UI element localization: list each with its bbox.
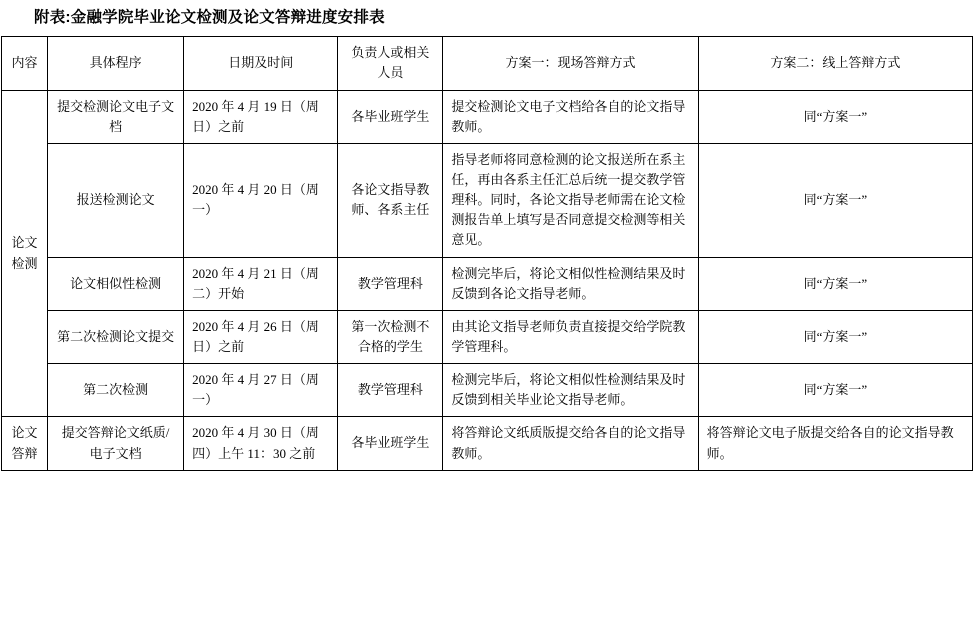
- table-row: [2, 143, 973, 257]
- column-header-plan-two: 方案二：线上答辩方式: [698, 36, 972, 90]
- plan-two-cell: 同“方案一”: [698, 90, 972, 143]
- plan-two-cell: 将答辩论文电子版提交给各自的论文指导教师。: [698, 417, 972, 470]
- table-row: [2, 417, 973, 470]
- table-row: [2, 310, 973, 363]
- column-header-plan-one: 方案一：现场答辩方式: [443, 36, 698, 90]
- table-header: [2, 36, 973, 90]
- column-header-content: 内容: [2, 36, 48, 90]
- plan-two-cell: 同“方案一”: [698, 143, 972, 257]
- schedule-table: [1, 36, 973, 471]
- plan-one-cell: 检测完毕后，将论文相似性检测结果及时反馈到相关毕业论文指导老师。: [443, 364, 698, 417]
- column-header-people: 负责人或相关人员: [338, 36, 443, 90]
- plan-one-cell: 指导老师将同意检测的论文报送所在系主任，再由各系主任汇总后统一提交教学管理科。同时，各论文指导老师需在论文检测报告单上填写是否同意提交检测等相关意见。: [443, 143, 698, 257]
- datetime-cell: 2020 年 4 月 30 日（周四）上午 11：30 之前: [184, 417, 338, 470]
- column-header-procedure: 具体程序: [48, 36, 184, 90]
- datetime-cell: 2020 年 4 月 27 日（周一）: [184, 364, 338, 417]
- table-row: [2, 90, 973, 143]
- category-cell-defense: 论文答辩: [2, 417, 48, 470]
- plan-one-cell: 提交检测论文电子文档给各自的论文指导教师。: [443, 90, 698, 143]
- datetime-cell: 2020 年 4 月 21 日（周二）开始: [184, 257, 338, 310]
- plan-two-cell: 同“方案一”: [698, 257, 972, 310]
- datetime-cell: 2020 年 4 月 20 日（周一）: [184, 143, 338, 257]
- procedure-cell: 第二次检测论文提交: [48, 310, 184, 363]
- people-cell: 各论文指导教师、各系主任: [338, 143, 443, 257]
- people-cell: 第一次检测不合格的学生: [338, 310, 443, 363]
- people-cell: 各毕业班学生: [338, 90, 443, 143]
- table-header-row: [2, 36, 973, 90]
- datetime-cell: 2020 年 4 月 19 日（周日）之前: [184, 90, 338, 143]
- procedure-cell: 报送检测论文: [48, 143, 184, 257]
- table-row: [2, 364, 973, 417]
- plan-two-cell: 同“方案一”: [698, 310, 972, 363]
- datetime-cell: 2020 年 4 月 26 日（周日）之前: [184, 310, 338, 363]
- procedure-cell: 提交答辩论文纸质/电子文档: [48, 417, 184, 470]
- procedure-cell: 第二次检测: [48, 364, 184, 417]
- plan-one-cell: 由其论文指导老师负责直接提交给学院教学管理科。: [443, 310, 698, 363]
- plan-one-cell: 将答辩论文纸质版提交给各自的论文指导教师。: [443, 417, 698, 470]
- table-row: [2, 257, 973, 310]
- people-cell: 教学管理科: [338, 257, 443, 310]
- page-title: 附表:金融学院毕业论文检测及论文答辩进度安排表: [34, 9, 385, 26]
- plan-two-cell: 同“方案一”: [698, 364, 972, 417]
- category-cell-detection: 论文检测: [2, 90, 48, 417]
- table-body: [2, 90, 973, 470]
- procedure-cell: 提交检测论文电子文档: [48, 90, 184, 143]
- column-header-datetime: 日期及时间: [184, 36, 338, 90]
- people-cell: 各毕业班学生: [338, 417, 443, 470]
- people-cell: 教学管理科: [338, 364, 443, 417]
- procedure-cell: 论文相似性检测: [48, 257, 184, 310]
- plan-one-cell: 检测完毕后，将论文相似性检测结果及时反馈到各论文指导老师。: [443, 257, 698, 310]
